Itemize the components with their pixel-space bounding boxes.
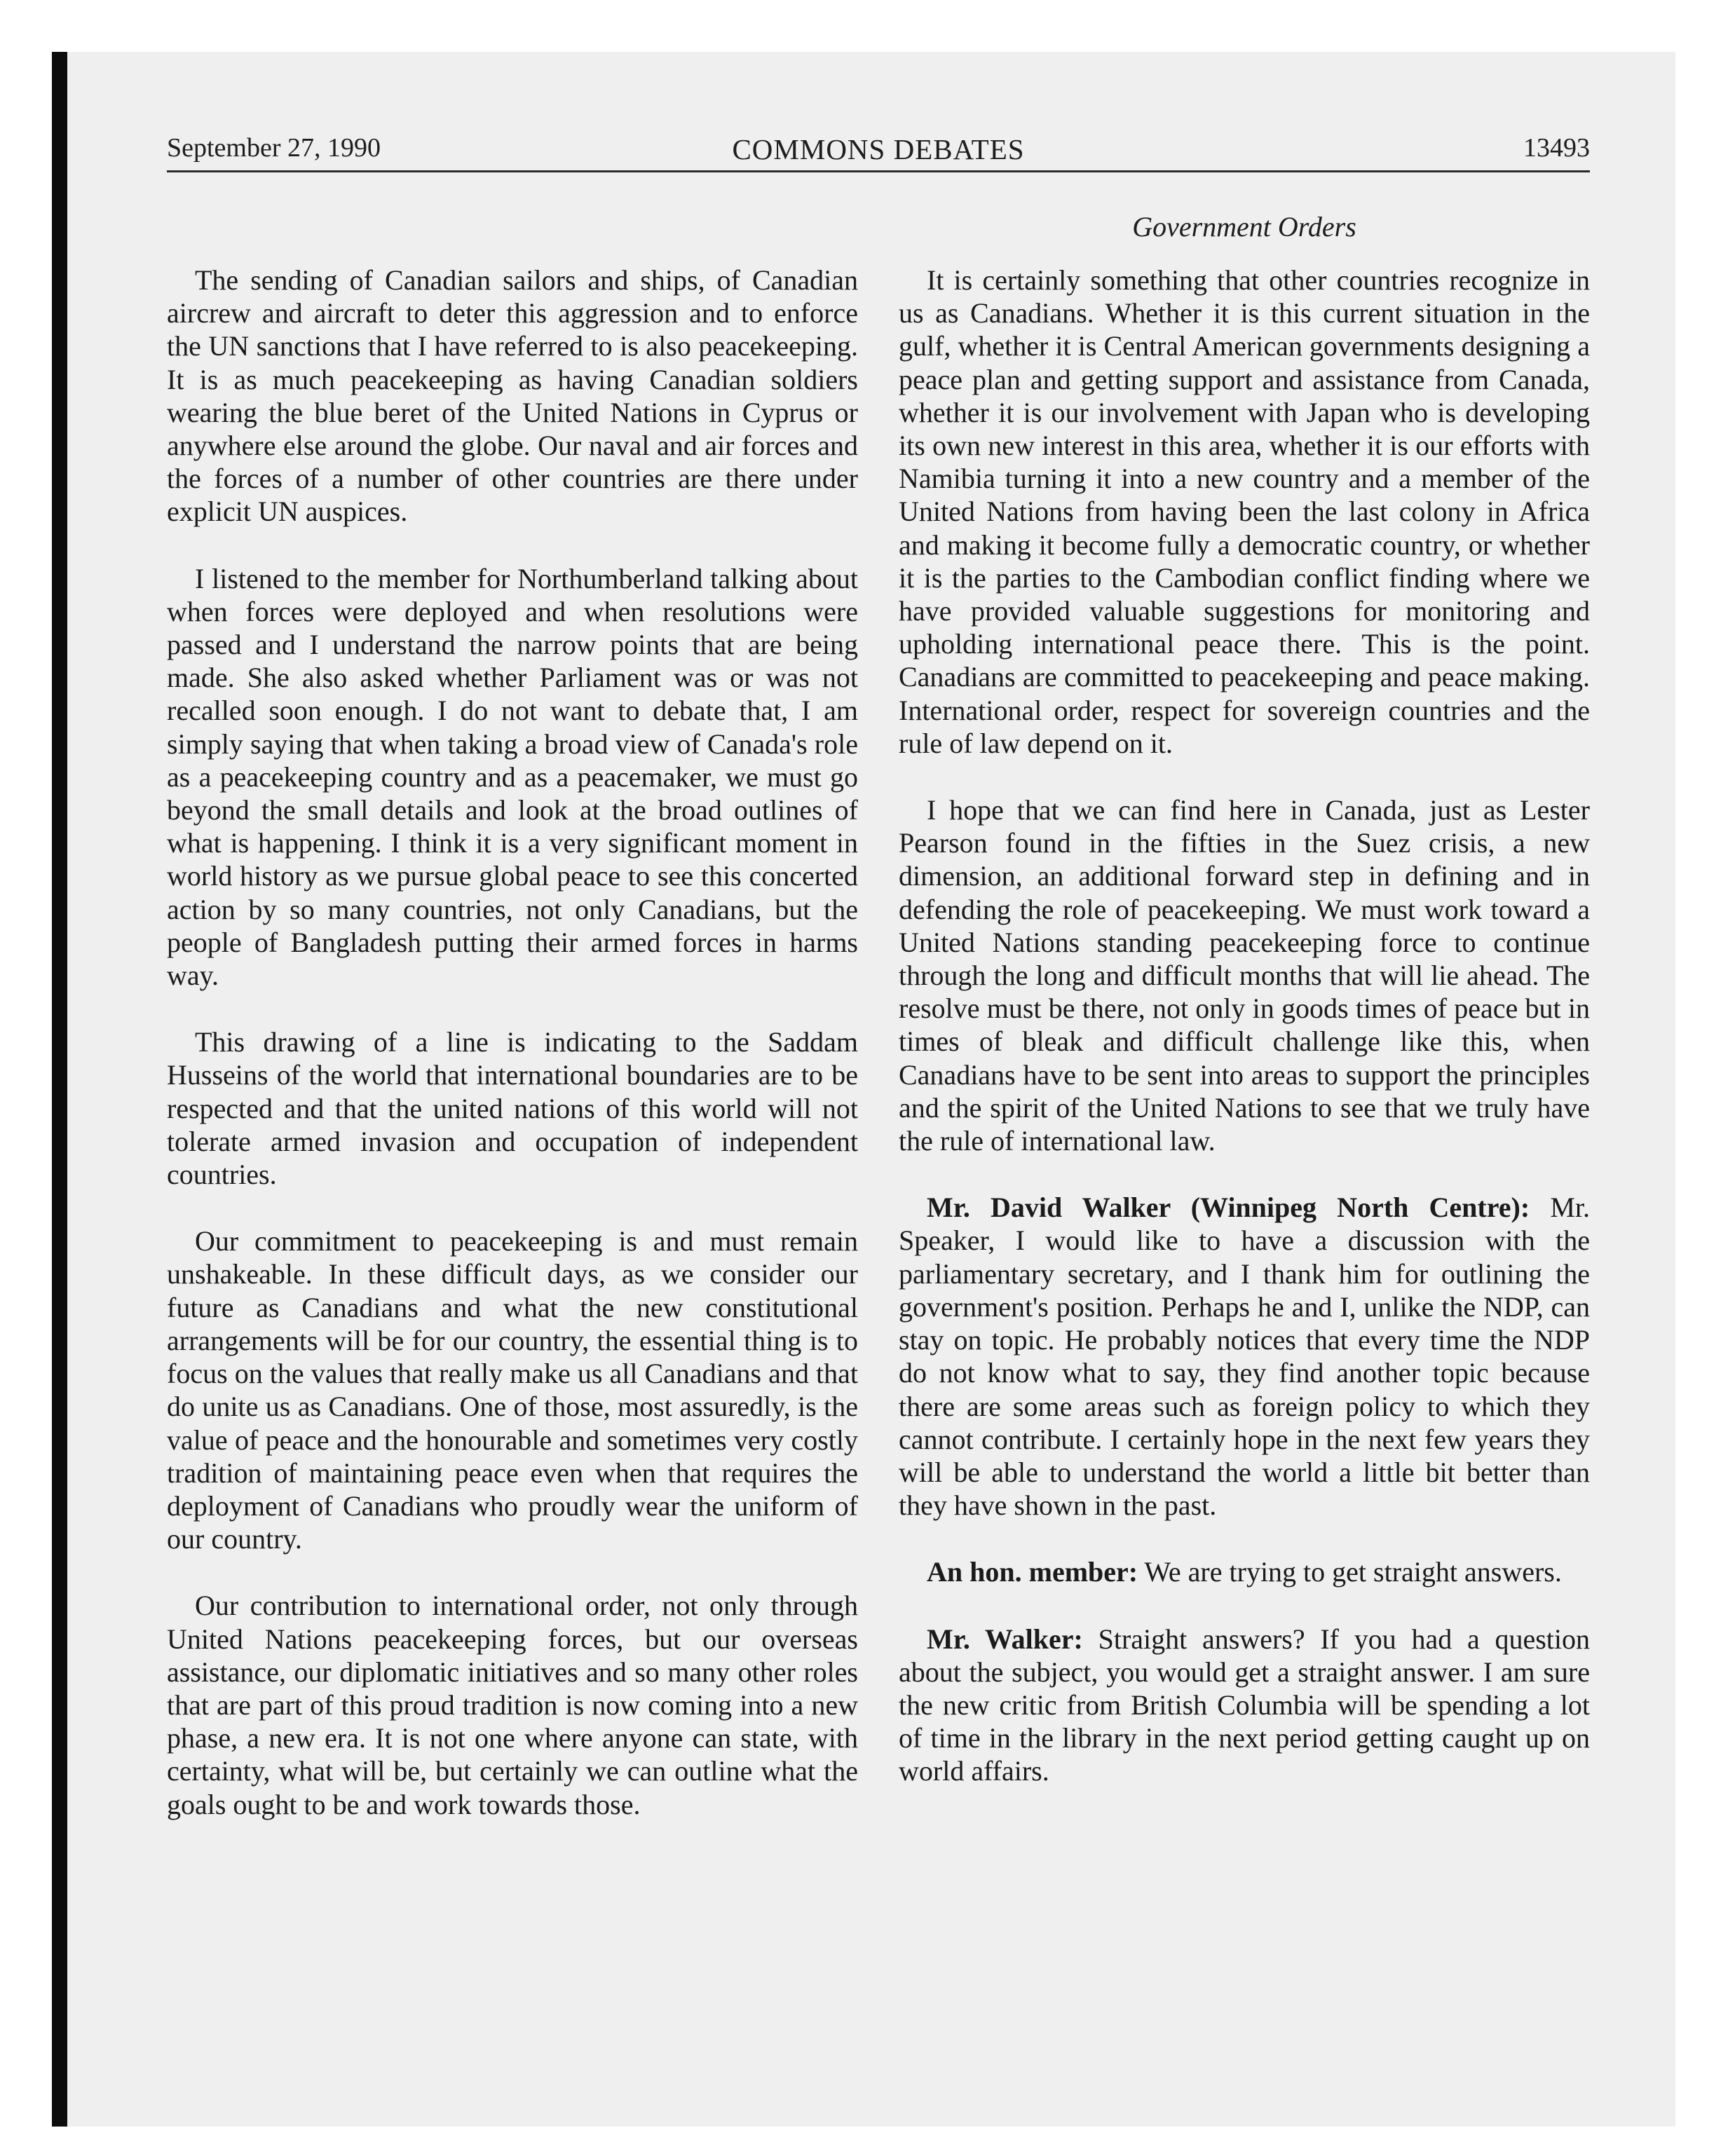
paragraph: I hope that we can find here in Canada, just as Lester Pearson found in the fifties in the Suez crisis, a new dimension, an additional forward step in defining and in defending the role of peacekeeping. We must work toward a United Nations standing peacekeeping force to continue through the long and difficult months that will lie ahead. The resolve must be there, not only in goods times of peace but in times of bleak and difficult challenge like this, when Canadians have to be sent into areas to support the principles and the spirit of the United Nations to see that we truly have the rule of international law.: [899, 794, 1590, 1157]
section-label: Government Orders: [1132, 211, 1356, 243]
speech: [899, 1191, 1590, 1522]
header-page-number: 13493: [1523, 133, 1590, 163]
speech-text: Mr. Speaker, I would like to have a discussion with the parliamentary secretary, and I thank him for outlining the government's position. Perhaps he and I, unlike the NDP, can stay on topic. He probably notices that every time the NDP do not know what to say, they find another topic because there are some areas such as foreign policy to which they cannot contribute. I certainly hope in the next few years they will be able to understand the world a little bit better than they have shown in the past.: [899, 1192, 1591, 1522]
scan-binding-edge: [52, 52, 67, 2127]
paragraph: I listened to the member for Northumberland talking about when forces were deployed and when resolutions were passed and I understand the narrow points that are being made. She also asked whether Parliament was or was not recalled soon enough. I do not want to debate that, I am simply saying that when taking a broad view of Canada's role as a peacekeeping country and as a peacemaker, we must go beyond the small details and look at the broad outlines of what is happening. I think it is a very significant moment in world history as we pursue global peace to see this concerted action by so many countries, not only Canadians, but the people of Bangladesh putting their armed forces in harms way.: [167, 562, 858, 992]
running-header: [167, 128, 1590, 172]
header-title: COMMONS DEBATES: [732, 133, 1025, 165]
paragraph: It is certainly something that other countries recognize in us as Canadians. Whether it is this current situation in the gulf, whether it is Central American governments designing a peace plan and getting support and assistance from Canada, whether it is our involvement with Japan who is developing its own new interest in this area, whether it is our efforts with Namibia turning it into a new country and a member of the United Nations from having been the last colony in Africa and making it become fully a democratic country, or whether it is the parties to the Cambodian conflict finding where we have provided valuable suggestions for monitoring and upholding international peace there. This is the point. Canadians are committed to peacekeeping and peace making. International order, respect for sovereign countries and the rule of law depend on it.: [899, 264, 1590, 759]
speech-text: We are trying to get straight answers.: [1144, 1556, 1562, 1588]
speech-text: Straight answers? If you had a question about the subject, you would get a straight answer. I am sure the new critic from British Columbia will be spending a lot of time in the library in the next period getting caught up on world affairs.: [899, 1623, 1591, 1787]
left-column: [167, 264, 858, 1855]
paragraph: Our commitment to peacekeeping is and must remain unshakeable. In these difficult days, as we consider our future as Canadians and what the new constitutional arrangements will be for our country, the essential thing is to focus on the values that really make us all Canadians and that do unite us as Canadians. One of those, most assuredly, is the value of peace and the honourable and sometimes very costly tradition of maintaining peace even when that requires the deployment of Canadians who proudly wear the uniform of our country.: [167, 1225, 858, 1555]
right-column: [899, 264, 1590, 1822]
speaker-name: Mr. Walker:: [927, 1623, 1083, 1655]
paragraph: The sending of Canadian sailors and ships, of Canadian aircrew and aircraft to deter this aggression and to enforce the UN sanctions that I have referred to is also peacekeeping. It is as much peacekeeping as having Canadian soldiers wearing the blue beret of the United Nations in Cyprus or anywhere else around the globe. Our naval and air forces and the forces of a number of other countries are there under explicit UN auspices.: [167, 264, 858, 528]
speaker-name: An hon. member:: [927, 1556, 1138, 1588]
paragraph: This drawing of a line is indicating to the Saddam Husseins of the world that international boundaries are to be respected and that the united nations of this world will not tolerate armed invasion and occupation of independent countries.: [167, 1026, 858, 1191]
speech: [899, 1623, 1590, 1788]
speech: [899, 1555, 1590, 1588]
header-date: September 27, 1990: [167, 133, 381, 163]
speaker-name: Mr. David Walker (Winnipeg North Centre):: [927, 1192, 1530, 1224]
paragraph: Our contribution to international order, not only through United Nations peacekeeping forces, but our overseas assistance, our diplomatic initiatives and so many other roles that are part of this proud tradition is now coming into a new phase, a new era. It is not one where anyone can state, with certainty, what will be, but certainly we can outline what the goals ought to be and work towards those.: [167, 1590, 858, 1820]
